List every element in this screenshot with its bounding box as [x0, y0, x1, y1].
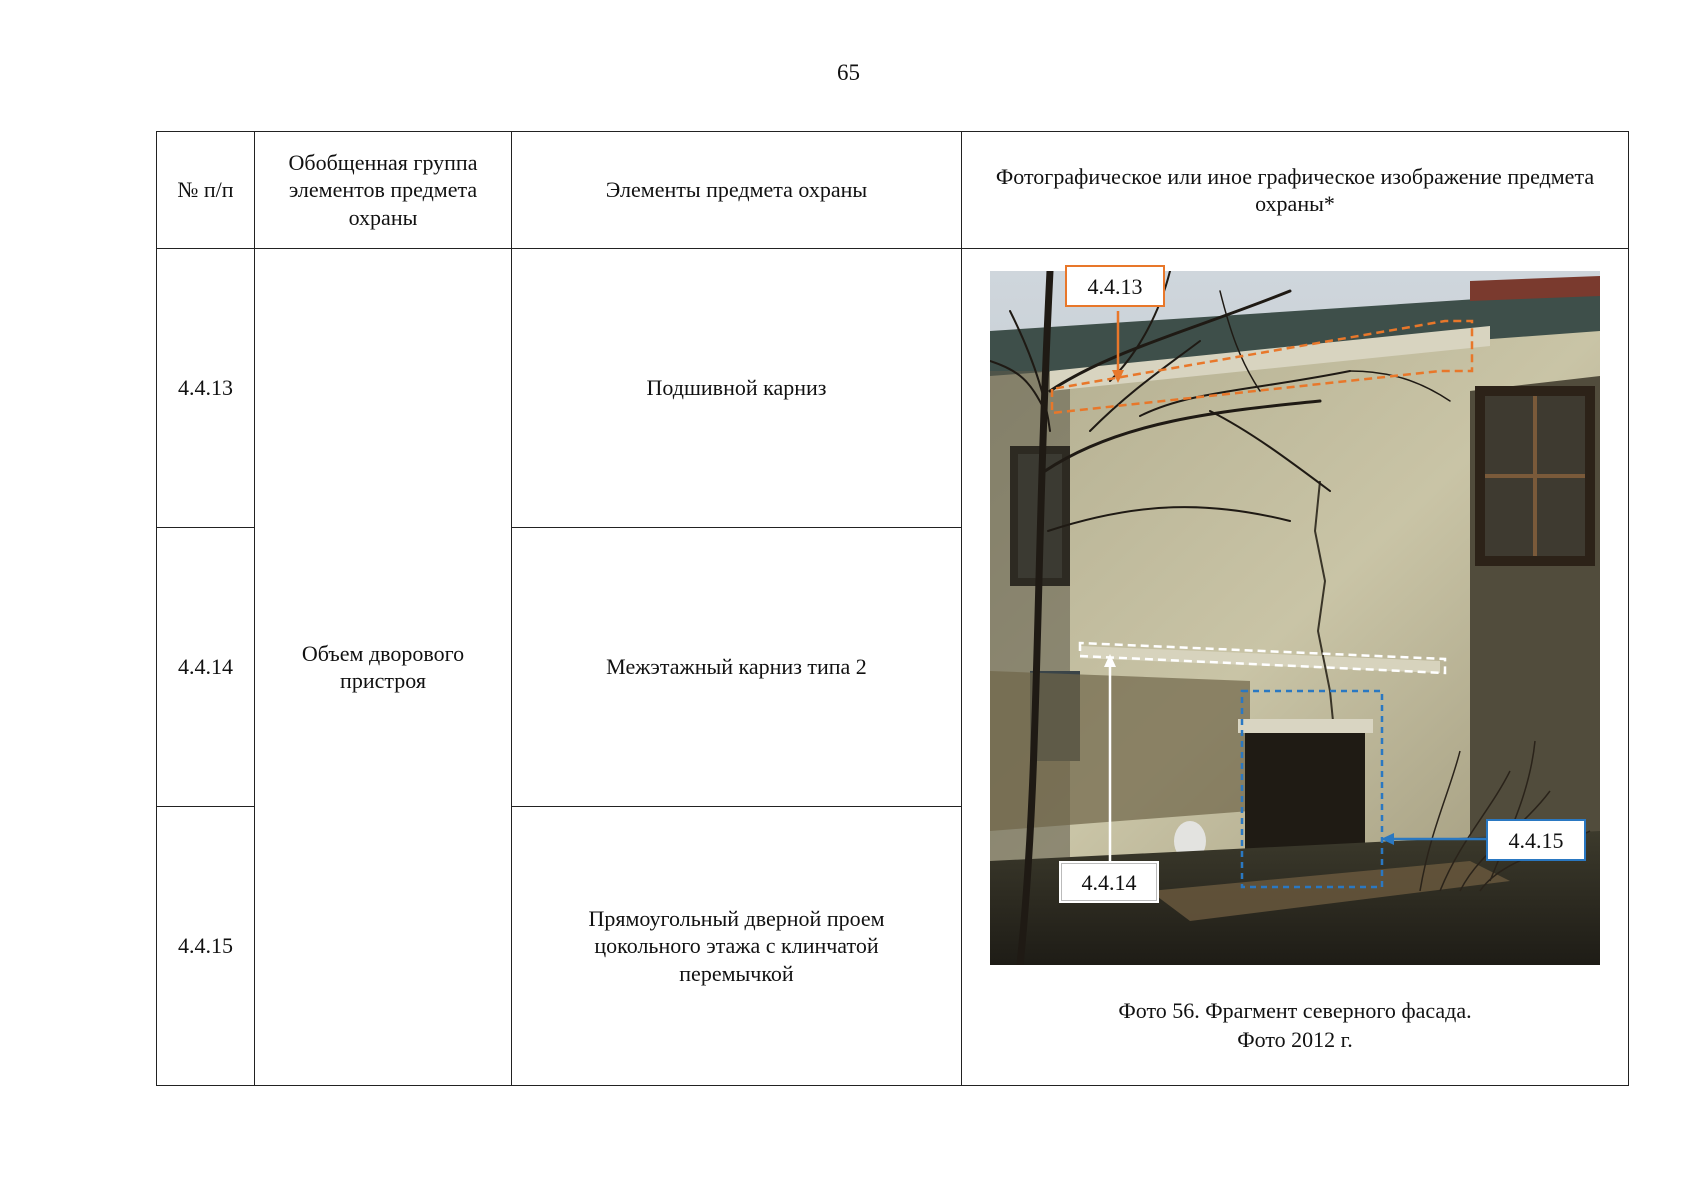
group-cell: Объем дворового пристроя: [255, 249, 512, 1086]
row-num: 4.4.14: [157, 528, 255, 807]
caption-line-1: Фото 56. Фрагмент северного фасада.: [1118, 998, 1472, 1023]
row-element: Прямоугольный дверной проем цокольного этажа с клинчатой перемычкой: [512, 807, 962, 1086]
table-row: [157, 249, 1629, 528]
protected-elements-table: [156, 131, 1629, 1086]
page-number: 65: [837, 60, 860, 85]
row-num: 4.4.13: [157, 249, 255, 528]
photo-caption: [962, 997, 1628, 1054]
header-row: [157, 132, 1629, 249]
header-image: Фотографическое или иное графическое изображение предмета охраны*: [962, 132, 1629, 249]
row-num: 4.4.15: [157, 807, 255, 1086]
header-elements: Элементы предмета охраны: [512, 132, 962, 249]
header-group: Обобщенная группа элементов предмета охраны: [255, 132, 512, 249]
facade-photo: [990, 271, 1600, 965]
label-4-4-15: 4.4.15: [1486, 819, 1586, 861]
header-num: № п/п: [157, 132, 255, 249]
row-element: Подшивной карниз: [512, 249, 962, 528]
label-4-4-14: 4.4.14: [1059, 861, 1159, 903]
caption-line-2: Фото 2012 г.: [1237, 1026, 1353, 1052]
photo-cell: [962, 249, 1629, 1086]
label-4-4-13: 4.4.13: [1065, 265, 1165, 307]
row-element: Межэтажный карниз типа 2: [512, 528, 962, 807]
